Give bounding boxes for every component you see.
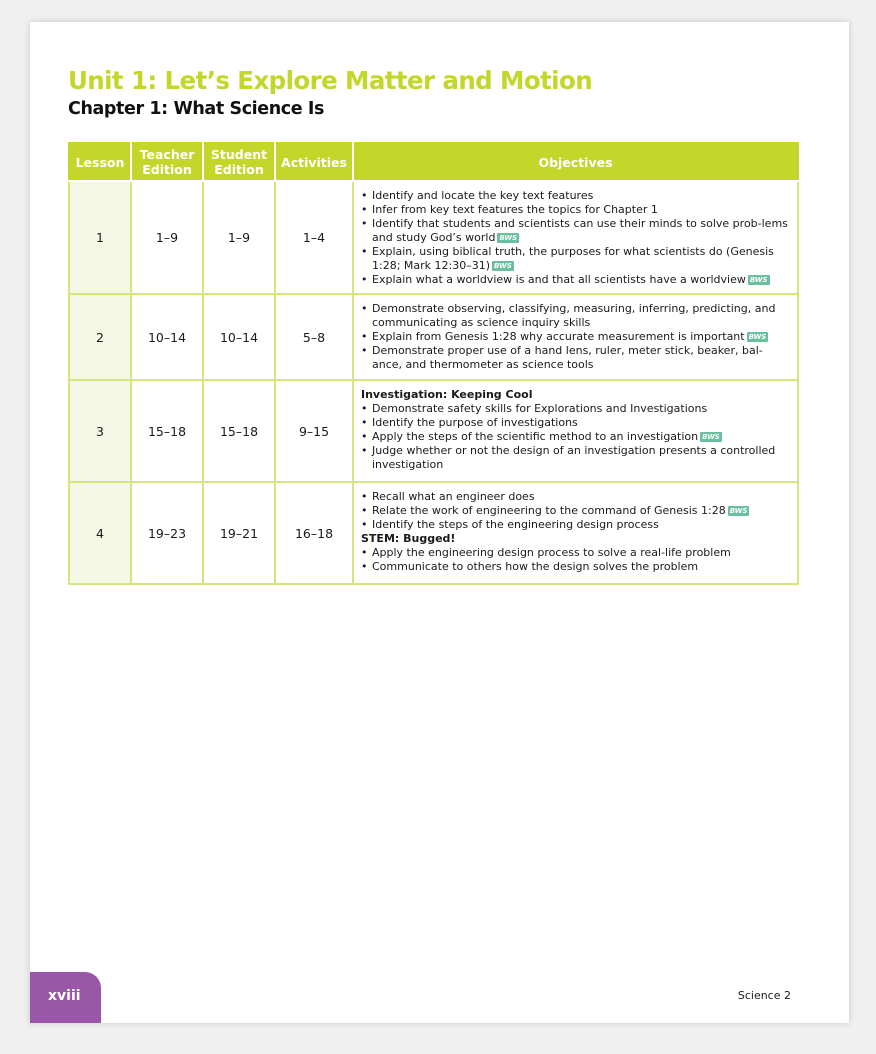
objectives-cell bbox=[353, 380, 798, 482]
lesson-number: 4 bbox=[69, 482, 131, 584]
student-edition-pages: 1–9 bbox=[203, 181, 275, 294]
stem-heading: STEM: Bugged! bbox=[361, 532, 456, 545]
activities-pages: 5–8 bbox=[275, 294, 353, 380]
objective-item: • Identify the steps of the engineering design process bbox=[361, 518, 789, 532]
activities-pages: 9–15 bbox=[275, 380, 353, 482]
objective-item: • Identify and locate the key text features bbox=[361, 189, 789, 203]
objective-item: • Identify that students and scientists can use their minds to solve prob-lems and study God’s world BWS bbox=[361, 217, 789, 245]
activities-pages: 16–18 bbox=[275, 482, 353, 584]
objective-item: • Apply the engineering design process to solve a real-life problem bbox=[361, 546, 789, 560]
objectives-cell bbox=[353, 482, 798, 584]
objective-item: • Explain what a worldview is and that all scientists have a worldview BWS bbox=[361, 273, 789, 287]
objective-item: • Judge whether or not the design of an investigation presents a controlled investigation bbox=[361, 444, 789, 472]
objectives-cell bbox=[353, 294, 798, 380]
lesson-number: 3 bbox=[69, 380, 131, 482]
table-header-row bbox=[69, 143, 798, 181]
bws-badge: BWS bbox=[748, 333, 767, 341]
objective-item: • Demonstrate observing, classifying, measuring, inferring, predicting, and communicating as science inquiry skills bbox=[361, 302, 789, 330]
header-objectives: Objectives bbox=[353, 143, 798, 181]
lesson-objectives-table bbox=[68, 142, 799, 585]
student-edition-pages: 10–14 bbox=[203, 294, 275, 380]
activities-pages: 1–4 bbox=[275, 181, 353, 294]
bws-badge: BWS bbox=[499, 234, 518, 242]
header-lesson: Lesson bbox=[69, 143, 131, 181]
objective-item: • Infer from key text features the topics for Chapter 1 bbox=[361, 203, 789, 217]
teacher-edition-pages: 19–23 bbox=[131, 482, 203, 584]
chapter-title: Chapter 1: What Science Is bbox=[68, 99, 325, 119]
page-number: xviii bbox=[48, 988, 81, 1004]
bws-badge: BWS bbox=[729, 507, 748, 515]
table-row bbox=[69, 181, 798, 294]
teacher-edition-pages: 15–18 bbox=[131, 380, 203, 482]
table-row bbox=[69, 482, 798, 584]
bws-badge: BWS bbox=[702, 433, 720, 441]
table-row bbox=[69, 380, 798, 482]
unit-title: Unit 1: Let’s Explore Matter and Motion bbox=[68, 66, 593, 95]
teacher-edition-pages: 10–14 bbox=[131, 294, 203, 380]
book-title: Science 2 bbox=[737, 989, 791, 1002]
lesson-number: 2 bbox=[69, 294, 131, 380]
objective-item: • Explain from Genesis 1:28 why accurate measurement is important BWS bbox=[361, 330, 789, 344]
student-edition-pages: 15–18 bbox=[203, 380, 275, 482]
objective-item: • Demonstrate safety skills for Explorations and Investigations bbox=[361, 402, 789, 416]
bws-badge: BWS bbox=[749, 276, 768, 284]
student-edition-pages: 19–21 bbox=[203, 482, 275, 584]
header-activities: Activities bbox=[275, 143, 353, 181]
bws-badge: BWS bbox=[494, 262, 512, 270]
table-row bbox=[69, 294, 798, 380]
objective-item: • Identify the purpose of investigations bbox=[361, 416, 789, 430]
teacher-edition-pages: 1–9 bbox=[131, 181, 203, 294]
investigation-heading: Investigation: Keeping Cool bbox=[361, 388, 533, 401]
document-page bbox=[30, 22, 849, 1023]
objective-item: • Relate the work of engineering to the command of Genesis 1:28 BWS bbox=[361, 504, 789, 518]
objective-item: • Explain, using biblical truth, the purposes for what scientists do (Genesis 1:28; Mark 12:30–31) BWS bbox=[361, 245, 789, 273]
header-student-edition: Student Edition bbox=[203, 143, 275, 181]
objective-item: • Recall what an engineer does bbox=[361, 490, 789, 504]
objectives-cell bbox=[353, 181, 798, 294]
objective-item: • Communicate to others how the design solves the problem bbox=[361, 560, 789, 574]
objective-item: • Demonstrate proper use of a hand lens, ruler, meter stick, beaker, bal-ance, and thermometer as science tools bbox=[361, 344, 789, 372]
header-teacher-edition: Teacher Edition bbox=[131, 143, 203, 181]
lesson-number: 1 bbox=[69, 181, 131, 294]
page-number-tab bbox=[30, 972, 101, 1023]
objective-item: • Apply the steps of the scientific method to an investigation BWS bbox=[361, 430, 789, 444]
